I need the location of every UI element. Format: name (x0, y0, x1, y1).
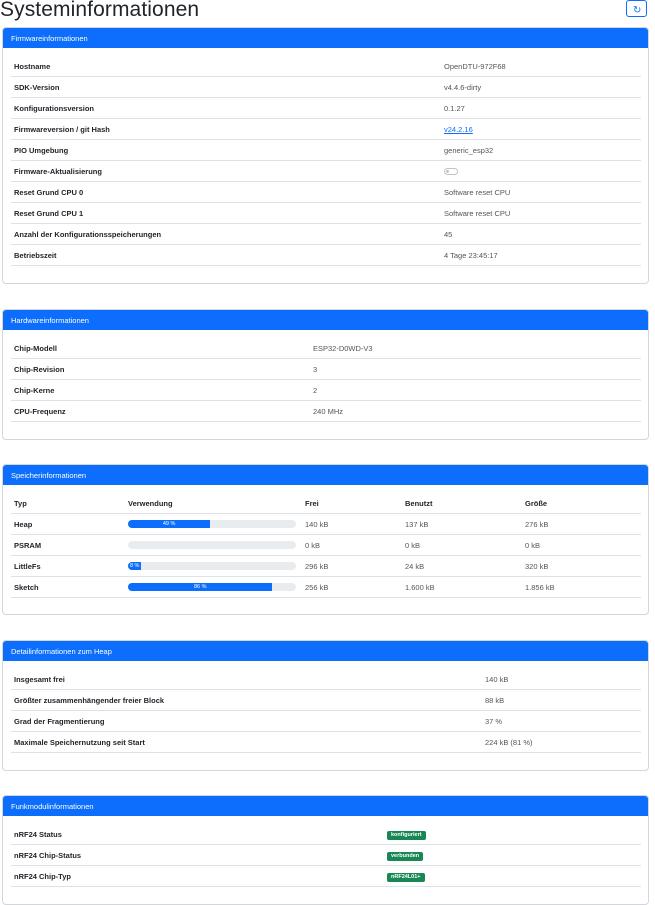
reset-reason-cpu0-value: Software reset CPU (441, 182, 641, 203)
row-label: Grad der Fragmentierung (11, 711, 482, 732)
memory-table (11, 493, 641, 598)
table-row (11, 338, 641, 359)
size-value: 0 kB (522, 535, 641, 556)
heap-card-header: Detailinformationen zum Heap (3, 641, 648, 661)
reload-button[interactable] (626, 0, 647, 17)
column-header: Frei (302, 493, 402, 514)
status-badge: verbunden (387, 852, 423, 861)
usage-progress-bar: 8 % (129, 563, 140, 569)
row-label: Insgesamt frei (11, 669, 482, 690)
row-label: Firmwareversion / git Hash (11, 119, 441, 140)
chip-revision-value: 3 (310, 359, 641, 380)
memory-type: Sketch (11, 577, 125, 598)
column-header: Typ (11, 493, 125, 514)
table-row (11, 732, 641, 753)
row-label: Reset Grund CPU 1 (11, 203, 441, 224)
row-label: nRF24 Status (11, 824, 384, 845)
table-row (11, 245, 641, 266)
status-badge: konfiguriert (387, 831, 426, 840)
column-header: Benutzt (402, 493, 522, 514)
row-label: Chip-Kerne (11, 380, 310, 401)
memory-type: LittleFs (11, 556, 125, 577)
config-version-value: 0.1.27 (441, 98, 641, 119)
usage-progress (128, 520, 296, 528)
used-value: 137 kB (402, 514, 522, 535)
row-label: Firmware-Aktualisierung (11, 161, 441, 182)
table-row (11, 556, 641, 577)
row-label: Reset Grund CPU 0 (11, 182, 441, 203)
row-label: Chip-Revision (11, 359, 310, 380)
usage-progress (128, 541, 296, 549)
table-row (11, 203, 641, 224)
row-label: Hostname (11, 56, 441, 77)
chip-model-value: ESP32-D0WD-V3 (310, 338, 641, 359)
page-title: Systeminformationen (0, 0, 200, 21)
free-value: 296 kB (302, 556, 402, 577)
table-row (11, 866, 641, 887)
memory-card (2, 464, 649, 615)
pio-env-value: generic_esp32 (441, 140, 641, 161)
hardware-card-header: Hardwareinformationen (3, 310, 648, 330)
firmware-update-toggle[interactable] (444, 168, 458, 175)
table-row (11, 535, 641, 556)
reset-reason-cpu1-value: Software reset CPU (441, 203, 641, 224)
memory-card-header: Speicherinformationen (3, 465, 648, 485)
row-label: Größter zusammenhängender freier Block (11, 690, 482, 711)
free-value: 140 kB (302, 514, 402, 535)
table-header-row (11, 493, 641, 514)
firmware-version-link[interactable]: v24.2.16 (444, 124, 473, 134)
radio-card-header: Funkmodulinformationen (3, 796, 648, 816)
table-row (11, 401, 641, 422)
table-row (11, 56, 641, 77)
table-row (11, 359, 641, 380)
row-label: Chip-Modell (11, 338, 310, 359)
cpu-frequency-value: 240 MHz (310, 401, 641, 422)
heap-largest-block-value: 88 kB (482, 690, 641, 711)
row-label: Konfigurationsversion (11, 98, 441, 119)
memory-type: PSRAM (11, 535, 125, 556)
firmware-card (2, 27, 649, 284)
table-row (11, 845, 641, 866)
firmware-table (11, 56, 641, 266)
table-row (11, 669, 641, 690)
chip-cores-value: 2 (310, 380, 641, 401)
table-row (11, 711, 641, 732)
hardware-table (11, 338, 641, 422)
memory-type: Heap (11, 514, 125, 535)
table-row (11, 824, 641, 845)
table-row (11, 119, 641, 140)
used-value: 0 kB (402, 535, 522, 556)
heap-card (2, 640, 649, 771)
heap-total-free-value: 140 kB (482, 669, 641, 690)
row-label: SDK-Version (11, 77, 441, 98)
row-label: nRF24 Chip-Typ (11, 866, 384, 887)
row-label: Betriebszeit (11, 245, 441, 266)
table-row (11, 98, 641, 119)
table-row (11, 690, 641, 711)
usage-progress-bar: 86 % (128, 583, 272, 591)
hardware-card (2, 309, 649, 440)
table-row (11, 514, 641, 535)
usage-progress (128, 562, 296, 570)
row-label: CPU-Frequenz (11, 401, 310, 422)
radio-table (11, 824, 641, 887)
radio-card (2, 795, 649, 905)
status-badge: nRF24L01+ (387, 873, 425, 882)
table-row (11, 380, 641, 401)
heap-fragmentation-value: 37 % (482, 711, 641, 732)
heap-max-usage-value: 224 kB (81 %) (482, 732, 641, 753)
row-label: nRF24 Chip-Status (11, 845, 384, 866)
used-value: 24 kB (402, 556, 522, 577)
usage-progress (128, 583, 296, 591)
hostname-value: OpenDTU-972F68 (441, 56, 641, 77)
table-row (11, 577, 641, 598)
reload-icon: ↻ (633, 5, 642, 16)
column-header: Größe (522, 493, 641, 514)
table-row (11, 161, 641, 182)
firmware-card-header: Firmwareinformationen (3, 28, 648, 48)
free-value: 0 kB (302, 535, 402, 556)
free-value: 256 kB (302, 577, 402, 598)
row-label: PIO Umgebung (11, 140, 441, 161)
table-row (11, 140, 641, 161)
row-label: Maximale Speichernutzung seit Start (11, 732, 482, 753)
column-header: Verwendung (125, 493, 302, 514)
size-value: 276 kB (522, 514, 641, 535)
usage-progress-bar: 49 % (128, 520, 210, 528)
table-row (11, 224, 641, 245)
sdk-version-value: v4.4.6-dirty (441, 77, 641, 98)
config-saves-value: 45 (441, 224, 641, 245)
used-value: 1.600 kB (402, 577, 522, 598)
uptime-value: 4 Tage 23:45:17 (441, 245, 641, 266)
size-value: 320 kB (522, 556, 641, 577)
size-value: 1.856 kB (522, 577, 641, 598)
table-row (11, 77, 641, 98)
heap-table (11, 669, 641, 753)
table-row (11, 182, 641, 203)
row-label: Anzahl der Konfigurationsspeicherungen (11, 224, 441, 245)
